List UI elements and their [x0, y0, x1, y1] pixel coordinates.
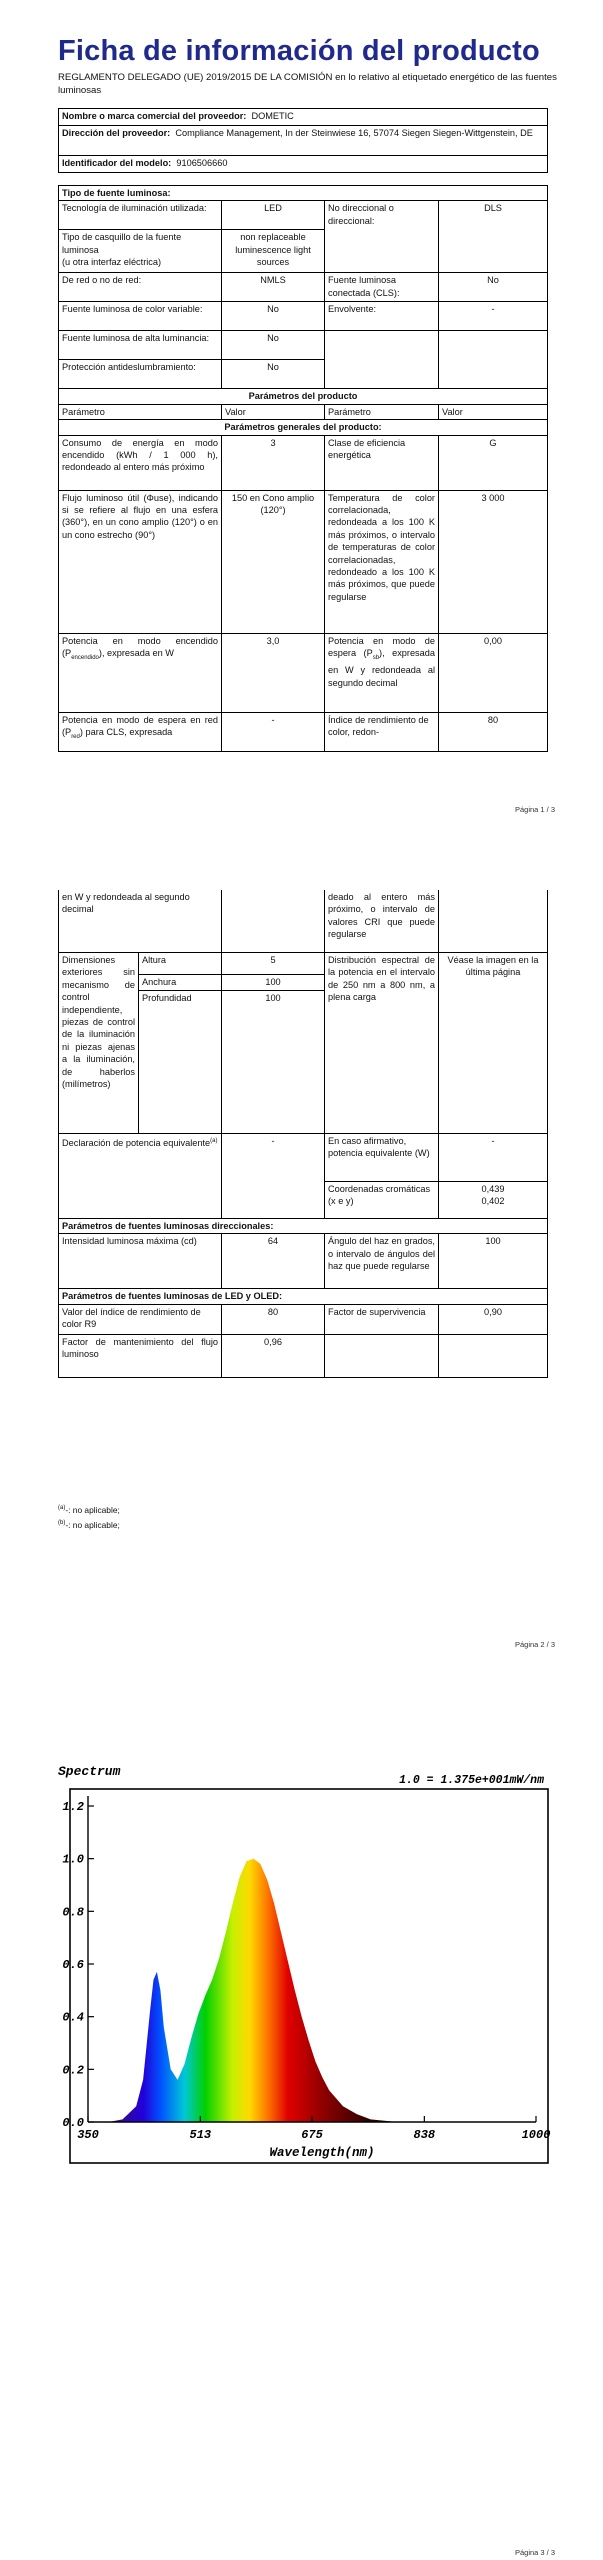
dimensions-label: Dimensiones exteriores sin mecanismo de control independiente, piezas de control de la iluminación ni piezas ajenas a la iluminación, de haberlos (milímetros) [59, 953, 139, 1134]
col-header-value: Valor [222, 404, 325, 419]
params-table-page-1 [58, 185, 548, 752]
colour-tunable-value: No [222, 302, 325, 331]
led-oled-params-heading: Parámetros de fuentes luminosas de LED y OLED: [59, 1289, 548, 1304]
x-axis-title: Wavelength(nm) [269, 2146, 375, 2160]
lumen-maintenance-value: 0,96 [222, 1334, 325, 1377]
params-table-page-2 [58, 890, 548, 1378]
col-header-param: Parámetro [325, 404, 439, 419]
x-tick-label: 513 [189, 2128, 212, 2142]
chromaticity-label: Coordenadas cromáticas (x e y) [325, 1181, 439, 1218]
x-tick-label: 1000 [521, 2128, 551, 2142]
r9-value: 80 [222, 1304, 325, 1334]
chromaticity-x: 0,439 [481, 1183, 505, 1194]
peak-intensity-value: 64 [222, 1234, 325, 1289]
cap-value: non replaceable luminescence light sources [222, 230, 325, 273]
beam-angle-value: 100 [439, 1234, 548, 1289]
cri-label-cont: deado al entero más próximo, o intervalo de valores CRI que puede regularse [325, 890, 439, 953]
anti-glare-label: Protección antideslumbramiento: [59, 360, 222, 389]
footnote-b-mark: (b) [58, 1520, 66, 1526]
spd-label: Distribución espectral de la potencia en el intervalo de 250 nm a 800 nm, a plena carga [325, 953, 439, 1134]
cap-label-note: (u otra interfaz eléctrica) [62, 257, 162, 268]
connected-value: No [439, 273, 548, 302]
survival-factor-value: 0,90 [439, 1304, 548, 1334]
lumen-maintenance-label: Factor de mantenimiento del flujo luminoso [59, 1334, 222, 1377]
footnote-b [58, 1517, 120, 1531]
empty-cell [325, 331, 439, 389]
height-value: 5 [222, 953, 325, 975]
model-label: Identificador del modelo: [62, 158, 172, 168]
model-row [59, 156, 548, 173]
col-header-param: Parámetro [59, 404, 222, 419]
beam-angle-label: Ángulo del haz en grados, o intervalo de ángulos del haz que puede regularse [325, 1234, 439, 1289]
empty-cell [439, 890, 548, 953]
page-2 [0, 820, 603, 1680]
page-1 [0, 0, 603, 820]
supplier-name-row [59, 109, 548, 126]
y-tick-label: 1.0 [62, 1852, 84, 1867]
survival-factor-label: Factor de supervivencia [325, 1304, 439, 1334]
colour-tunable-label: Fuente luminosa de color variable: [59, 302, 222, 331]
y-tick-label: 0.8 [62, 1905, 84, 1920]
cct-value: 3 000 [439, 490, 548, 633]
directional-params-heading: Parámetros de fuentes luminosas direccionales: [59, 1219, 548, 1234]
empty-cell [439, 1334, 548, 1377]
y-tick-label: 0.2 [62, 2063, 84, 2078]
equivalent-power-label: En caso afirmativo, potencia equivalente (W) [325, 1134, 439, 1182]
high-luminance-label: Fuente luminosa de alta luminancia: [59, 331, 222, 360]
equivalent-power-claim-value: - [222, 1134, 325, 1219]
y-tick-label: 0.0 [62, 2116, 84, 2130]
standby-power-value: 0,00 [439, 633, 548, 712]
page-number: Página 1 / 3 [514, 805, 555, 814]
directional-label: No direccional o direccional: [325, 201, 439, 273]
on-mode-power-text-end: ), expresada en W [98, 648, 174, 659]
tech-label: Tecnología de iluminación utilizada: [59, 201, 222, 230]
mains-label: De red o no de red: [59, 273, 222, 302]
connected-label: Fuente luminosa conectada (CLS): [325, 273, 439, 302]
empty-cell [222, 890, 325, 953]
footnote-b-text: -: no aplicable; [65, 1519, 120, 1530]
y-tick-label: 1.2 [62, 1800, 84, 1814]
depth-value: 100 [222, 991, 325, 1134]
high-luminance-value: No [222, 331, 325, 360]
equivalent-power-claim-text: Declaración de potencia equivalente [62, 1138, 211, 1149]
supplier-address-row [59, 126, 548, 156]
standby-power-label [325, 633, 439, 712]
footnote-a [58, 1502, 120, 1516]
network-standby-label [59, 712, 222, 751]
chart-scale-note: 1.0 = 1.375e+001mW/nm [399, 1774, 544, 1787]
mains-value: NMLS [222, 273, 325, 302]
footnote-mark-a: (a) [210, 1138, 218, 1144]
spectrum-area [109, 1859, 399, 2122]
standby-power-text: Potencia en modo de espera (P [328, 635, 435, 659]
spd-value: Véase la imagen en la última página [439, 953, 548, 1134]
document-title: Ficha de información del producto [58, 35, 540, 67]
envelope-label: Envolvente: [325, 302, 439, 331]
depth-label: Profundidad [139, 991, 222, 1134]
useful-flux-value: 150 en Cono amplio (120°) [222, 490, 325, 633]
efficiency-class-value: G [439, 435, 548, 490]
useful-flux-label: Flujo luminoso útil (Φuse), indicando si se refiere al flujo en una esfera (360°), en un cono amplio (120°) o en un cono estrecho (90°) [59, 490, 222, 633]
energy-label: Consumo de energía en modo encendido (kWh / 1 000 h), redondeado al entero más próximo [59, 435, 222, 490]
x-tick-label: 350 [77, 2128, 99, 2142]
standby-power-text-end: ), expresada en W y redondeada al segundo decimal [328, 648, 435, 688]
network-standby-label-cont: en W y redondeada al segundo decimal [59, 890, 222, 953]
cri-label: Índice de rendimiento de color, redon- [325, 712, 439, 751]
product-params-heading: Parámetros del producto [59, 389, 548, 404]
page-number: Página 2 / 3 [514, 1640, 555, 1649]
r9-label: Valor del índice de rendimiento de color R9 [59, 1304, 222, 1334]
supplier-name-value: DOMETIC [251, 111, 294, 121]
footnote-a-mark: (a) [58, 1505, 66, 1511]
network-standby-text: Potencia en modo de espera en red (P [62, 714, 218, 738]
peak-intensity-label: Intensidad luminosa máxima (cd) [59, 1234, 222, 1289]
footnote-a-text: -: no aplicable; [65, 1504, 120, 1515]
network-standby-text-end: ) para CLS, expresada [79, 727, 173, 738]
supplier-table [58, 108, 548, 173]
width-label: Anchura [139, 975, 222, 991]
width-value: 100 [222, 975, 325, 991]
cri-value: 80 [439, 712, 548, 751]
anti-glare-value: No [222, 360, 325, 389]
cap-label-main: Tipo de casquillo de la fuente luminosa [62, 232, 182, 255]
light-source-type-heading: Tipo de fuente luminosa: [59, 186, 548, 201]
cap-label [59, 230, 222, 273]
on-mode-power-subscript: encendido [71, 654, 99, 661]
general-params-heading: Parámetros generales del producto: [59, 420, 548, 435]
cct-label: Temperatura de color correlacionada, redondeada a los 100 K más próximos, o intervalo de temperaturas de color correlacionadas, redondeado a los 100 K más próximos, que puede regularse [325, 490, 439, 633]
chromaticity-value [439, 1181, 548, 1218]
empty-cell [325, 1334, 439, 1377]
equivalent-power-claim-label [59, 1134, 222, 1219]
page-number: Página 3 / 3 [514, 2548, 555, 2557]
supplier-address-label: Dirección del proveedor: [62, 128, 171, 138]
tech-value: LED [222, 201, 325, 230]
empty-cell [439, 331, 548, 389]
col-header-value: Valor [439, 404, 548, 419]
chromaticity-y: 0,402 [481, 1196, 505, 1207]
x-tick-label: 675 [301, 2128, 323, 2142]
model-value: 9106506660 [176, 158, 228, 168]
network-standby-value: - [222, 712, 325, 751]
on-mode-power-label [59, 633, 222, 712]
energy-value: 3 [222, 435, 325, 490]
regulation-text: REGLAMENTO DELEGADO (UE) 2019/2015 DE LA COMISIÓN en lo relativo al etiquetado energético de las fuentes luminosas [58, 72, 557, 96]
x-tick-label: 838 [413, 2128, 436, 2142]
directional-value: DLS [439, 201, 548, 273]
on-mode-power-text: Potencia en modo encendido (P [62, 635, 218, 659]
spectrum-chart [58, 1761, 555, 2221]
supplier-name-label: Nombre o marca comercial del proveedor: [62, 111, 247, 121]
y-tick-label: 0.4 [62, 2010, 84, 2025]
y-tick-label: 0.6 [62, 1958, 84, 1972]
chart-title: Spectrum [58, 1764, 121, 1779]
height-label: Altura [139, 953, 222, 975]
network-standby-subscript: red [71, 733, 80, 740]
efficiency-class-label: Clase de eficiencia energética [325, 435, 439, 490]
on-mode-power-value: 3,0 [222, 633, 325, 712]
supplier-address-value: Compliance Management, In der Steinwiese 16, 57074 Siegen Siegen-Wittgenstein, DE [175, 128, 533, 138]
equivalent-power-value: - [439, 1134, 548, 1182]
page-3 [0, 1680, 603, 2560]
standby-power-subscript: sb [372, 654, 380, 661]
envelope-value: - [439, 302, 548, 331]
